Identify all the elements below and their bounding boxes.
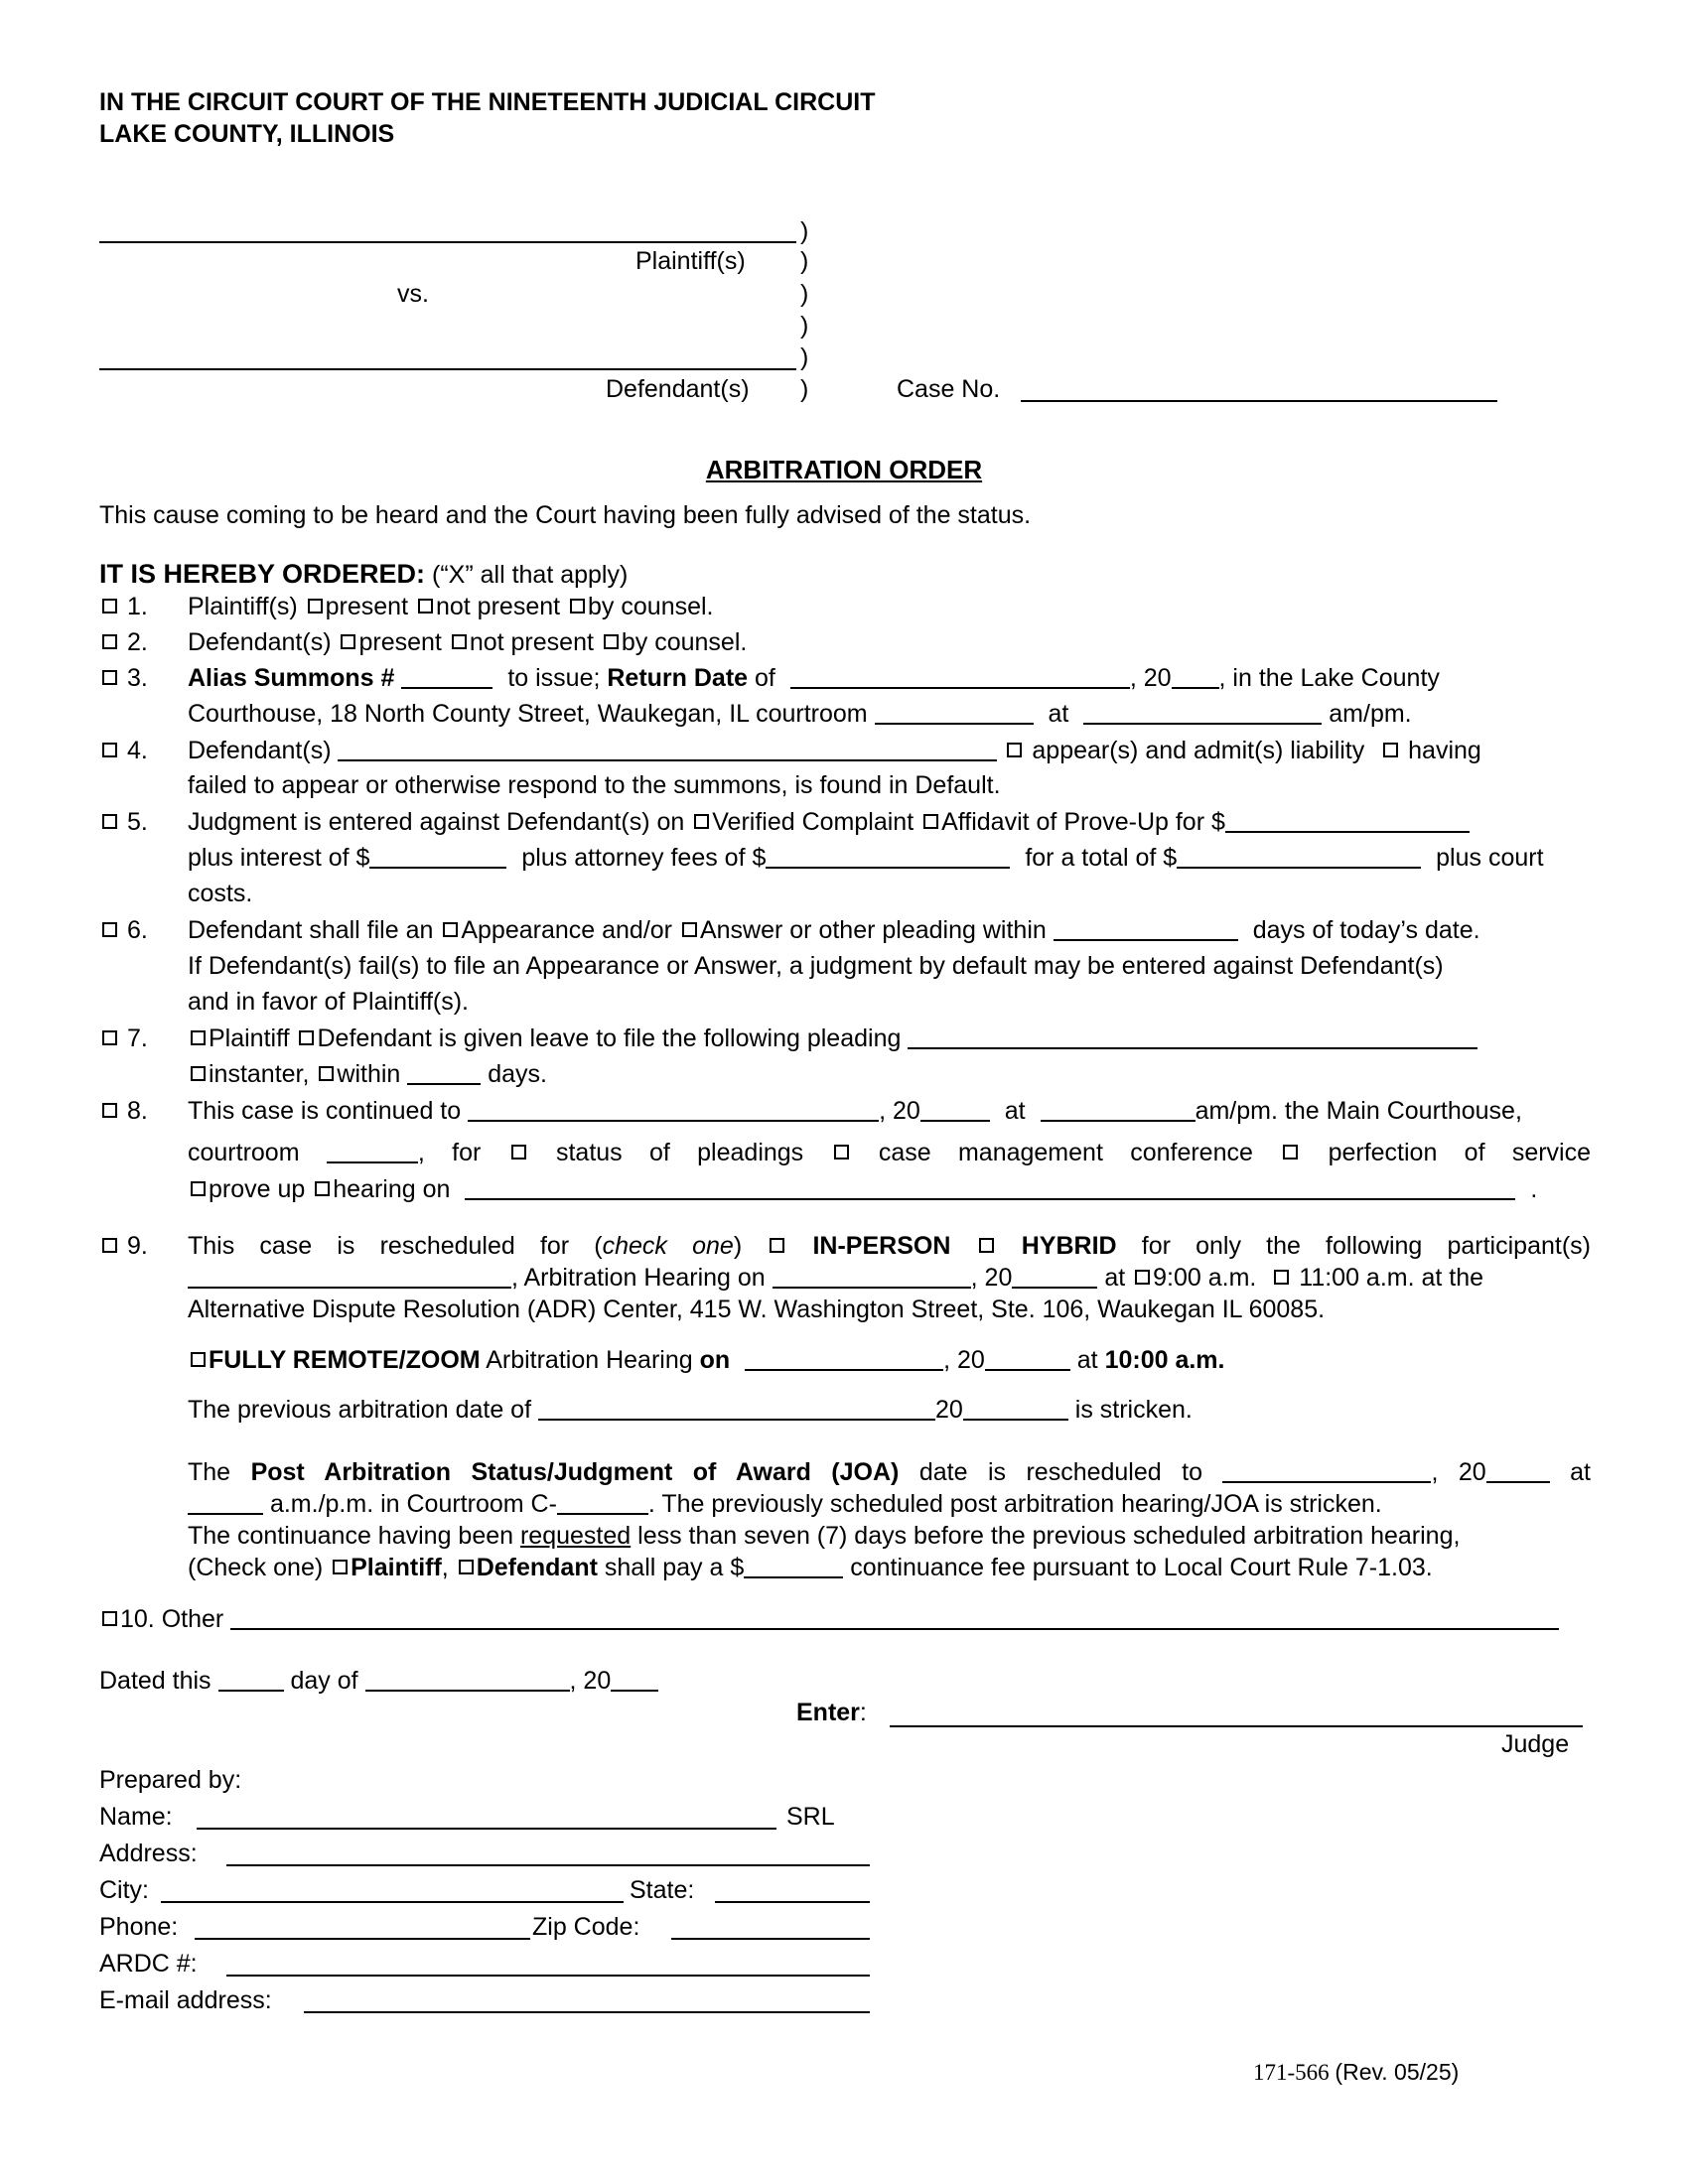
participants-field[interactable] xyxy=(188,1265,511,1289)
defendant-present-checkbox[interactable] xyxy=(341,634,355,649)
verified-complaint-checkbox[interactable] xyxy=(694,814,709,829)
return-year-field[interactable] xyxy=(1172,665,1219,689)
item-7-checkbox[interactable] xyxy=(102,1030,117,1045)
form-number: 171-566 (Rev. 05/25) xyxy=(1253,2059,1460,2085)
alias-summons-number-field[interactable] xyxy=(401,665,492,689)
email-label: E-mail address: xyxy=(99,1986,272,2014)
joa-year-field[interactable] xyxy=(1486,1459,1550,1483)
previous-arbitration-year-field[interactable] xyxy=(963,1397,1068,1421)
county-heading: LAKE COUNTY, ILLINOIS xyxy=(99,120,395,148)
instanter-checkbox[interactable] xyxy=(191,1066,206,1081)
item-4-number: 4. xyxy=(99,736,148,765)
ordered-heading: IT IS HEREBY ORDERED: (“X” all that apply) xyxy=(99,559,629,589)
prove-up-checkbox[interactable] xyxy=(191,1181,206,1196)
dated-month-field[interactable] xyxy=(365,1668,570,1692)
city-field[interactable] xyxy=(161,1901,624,1903)
appear-admit-checkbox[interactable] xyxy=(1007,743,1022,757)
item-6-checkbox[interactable] xyxy=(102,922,117,937)
item-3-time-field[interactable] xyxy=(1083,701,1322,725)
item-7-number: 7. xyxy=(99,1024,148,1053)
zip-label: Zip Code: xyxy=(532,1913,640,1941)
item-2-text: Defendant(s) present not present by counsel. xyxy=(188,628,748,656)
item-4-defendant-field[interactable] xyxy=(338,738,997,761)
plaintiff-label: Plaintiff(s) xyxy=(635,247,746,275)
item-3-line-2: Courthouse, 18 North County Street, Waukegan, IL courtroom at am/pm. xyxy=(188,700,1412,728)
paren: ) xyxy=(800,247,809,275)
phone-field[interactable] xyxy=(195,1938,530,1940)
post-arbitration-line-2: a.m./p.m. in Courtroom C- . The previously scheduled post arbitration hearing/JOA is stricken. xyxy=(188,1489,1382,1519)
interest-amount-field[interactable] xyxy=(369,845,506,869)
document-title: ARBITRATION ORDER xyxy=(705,455,983,484)
case-no-label: Case No. xyxy=(897,375,1001,403)
plaintiff-not-present-checkbox[interactable] xyxy=(418,599,433,614)
remote-date-field[interactable] xyxy=(745,1347,943,1371)
arbitration-date-field[interactable] xyxy=(773,1265,971,1289)
item-5-number: 5. xyxy=(99,807,148,837)
item-5-line-1: Judgment is entered against Defendant(s) on Verified Complaint Affidavit of Prove-Up for $ xyxy=(188,807,1470,837)
item-1-checkbox[interactable] xyxy=(102,599,117,614)
item-8-number: 8. xyxy=(99,1096,148,1126)
post-arbitration-line-3: The continuance having been requested less than seven (7) days before the previous scheduled arbitration hearing, xyxy=(188,1522,1461,1550)
hearing-on-checkbox[interactable] xyxy=(315,1181,330,1196)
post-arbitration-line-4: (Check one) Plaintiff, Defendant shall pay a $ continuance fee pursuant to Local Court Rule 7-1.03. xyxy=(188,1554,1433,1581)
pleading-name-field[interactable] xyxy=(908,1025,1477,1049)
ardc-label: ARDC #: xyxy=(99,1950,198,1978)
prove-up-amount-field[interactable] xyxy=(1225,809,1470,833)
ardc-field[interactable] xyxy=(226,1975,870,1977)
hearing-on-field[interactable] xyxy=(465,1176,1515,1200)
item-9-line-1: This case is rescheduled for (check one) IN-PERSON HYBRID for only the following participant(s) xyxy=(188,1232,1591,1260)
state-field[interactable] xyxy=(715,1901,870,1903)
item-2-number: 2. xyxy=(99,627,148,657)
enter-label: Enter: xyxy=(796,1699,867,1726)
plaintiff-by-counsel-checkbox[interactable] xyxy=(570,599,585,614)
item-10-line: 10. Other xyxy=(99,1604,1559,1634)
judge-signature-line[interactable] xyxy=(890,1725,1583,1727)
previous-arbitration-date-field[interactable] xyxy=(538,1397,935,1421)
continued-year-field[interactable] xyxy=(920,1098,990,1122)
eleven-am-checkbox[interactable] xyxy=(1274,1270,1289,1285)
item-6-line-1: Defendant shall file an Appearance and/or Answer or other pleading within days of today’s date. xyxy=(188,916,1480,944)
item-6-number: 6. xyxy=(99,915,148,945)
remote-year-field[interactable] xyxy=(985,1347,1070,1371)
city-label: City: xyxy=(99,1876,149,1904)
remote-line: FULLY REMOTE/ZOOM Arbitration Hearing on , 20 at 10:00 a.m. xyxy=(188,1345,1224,1375)
item-4-line-1: Defendant(s) appear(s) and admit(s) liability having xyxy=(188,737,1481,764)
paren: ) xyxy=(800,280,809,308)
vs-label: vs. xyxy=(397,280,429,308)
fully-remote-checkbox[interactable] xyxy=(191,1352,206,1367)
item-6-line-2: If Defendant(s) fail(s) to file an Appearance or Answer, a judgment by default may be entered against Defendant(s) xyxy=(188,952,1444,980)
paren: ) xyxy=(800,375,809,403)
case-management-checkbox[interactable] xyxy=(834,1145,849,1160)
in-person-checkbox[interactable] xyxy=(770,1238,784,1253)
item-5-line-2: plus interest of $ plus attorney fees of $ for a total of $ plus court xyxy=(188,844,1544,872)
status-pleadings-checkbox[interactable] xyxy=(511,1145,526,1160)
item-8-line-1: This case is continued to , 20 at am/pm. the Main Courthouse, xyxy=(188,1097,1522,1125)
joa-time-field[interactable] xyxy=(188,1491,263,1515)
address-label: Address: xyxy=(99,1840,198,1867)
item-8-line-3: prove up hearing on . xyxy=(188,1174,1537,1204)
zip-field[interactable] xyxy=(671,1938,870,1940)
prepared-by-label: Prepared by: xyxy=(99,1766,242,1794)
plaintiff-name-line[interactable] xyxy=(99,241,796,243)
item-3-courtroom-field[interactable] xyxy=(875,701,1034,725)
address-field[interactable] xyxy=(226,1864,870,1866)
judge-label: Judge xyxy=(1501,1730,1570,1758)
arbitration-year-field[interactable] xyxy=(1012,1265,1097,1289)
intro-text: This cause coming to be heard and the Court having been fully advised of the status. xyxy=(99,501,1032,529)
paren: ) xyxy=(800,217,809,245)
item-4-checkbox[interactable] xyxy=(102,743,117,757)
other-field[interactable] xyxy=(230,1606,1559,1630)
total-amount-field[interactable] xyxy=(1177,845,1421,869)
answer-checkbox[interactable] xyxy=(682,922,697,937)
item-1-text: Plaintiff(s) present not present by counsel. xyxy=(188,593,714,620)
item-9-line-2: , Arbitration Hearing on , 20 at 9:00 a.m. 11:00 a.m. at the xyxy=(188,1263,1483,1293)
leave-defendant-checkbox[interactable] xyxy=(299,1030,314,1045)
dated-day-field[interactable] xyxy=(218,1668,284,1692)
previous-date-line: The previous arbitration date of 20 is stricken. xyxy=(188,1396,1193,1424)
prove-up-affidavit-checkbox[interactable] xyxy=(923,814,938,829)
name-field[interactable] xyxy=(197,1828,776,1830)
item-8-courtroom-field[interactable] xyxy=(327,1140,418,1163)
item-7-line-2: instanter, within days. xyxy=(188,1059,547,1089)
email-field[interactable] xyxy=(304,2011,870,2013)
appearance-checkbox[interactable] xyxy=(443,922,458,937)
case-no-field[interactable] xyxy=(1021,400,1497,402)
srl-label: SRL xyxy=(786,1803,835,1831)
phone-label: Phone: xyxy=(99,1913,179,1941)
having-failed-checkbox[interactable] xyxy=(1383,743,1398,757)
item-9-number: 9. xyxy=(99,1231,148,1261)
court-heading: IN THE CIRCUIT COURT OF THE NINETEENTH JUDICIAL CIRCUIT xyxy=(99,88,876,116)
item-3-line-1: Alias Summons # to issue; Return Date of , 20 , in the Lake County xyxy=(188,664,1440,692)
plaintiff-present-checkbox[interactable] xyxy=(308,599,323,614)
continuance-fee-field[interactable] xyxy=(744,1555,843,1578)
return-date-field[interactable] xyxy=(790,665,1130,689)
item-5-checkbox[interactable] xyxy=(102,814,117,829)
item-10-checkbox[interactable] xyxy=(102,1611,117,1626)
days-to-file-field[interactable] xyxy=(1054,917,1238,941)
item-8-checkbox[interactable] xyxy=(102,1103,117,1118)
hybrid-checkbox[interactable] xyxy=(979,1238,994,1253)
item-8-line-2: courtroom , for status of pleadings case management conference perfection of service xyxy=(188,1139,1592,1166)
joa-date-field[interactable] xyxy=(1222,1459,1431,1483)
attorney-fees-field[interactable] xyxy=(766,845,1010,869)
item-3-number: 3. xyxy=(99,663,148,693)
nine-am-checkbox[interactable] xyxy=(1135,1270,1150,1285)
post-arbitration-line-1: The Post Arbitration Status/Judgment of Award (JOA) date is rescheduled to , 20 at xyxy=(188,1458,1591,1486)
defendant-label: Defendant(s) xyxy=(606,375,750,403)
item-7-line-1: Plaintiff Defendant is given leave to file the following pleading xyxy=(188,1024,1477,1053)
item-4-line-2: failed to appear or otherwise respond to the summons, is found in Default. xyxy=(188,771,1001,799)
joa-courtroom-field[interactable] xyxy=(557,1491,648,1515)
item-5-line-3: costs. xyxy=(188,880,253,907)
item-1-number: 1. xyxy=(99,592,148,621)
paren: ) xyxy=(800,312,809,340)
name-label: Name: xyxy=(99,1803,173,1831)
leave-days-field[interactable] xyxy=(407,1061,481,1085)
leave-plaintiff-checkbox[interactable] xyxy=(191,1030,206,1045)
continued-time-field[interactable] xyxy=(1041,1098,1196,1122)
fee-plaintiff-checkbox[interactable] xyxy=(333,1560,348,1574)
paren: ) xyxy=(800,343,809,371)
item-6-line-3: and in favor of Plaintiff(s). xyxy=(188,988,470,1016)
item-9-line-3: Alternative Dispute Resolution (ADR) Center, 415 W. Washington Street, Ste. 106, Waukegan IL 60085. xyxy=(188,1296,1326,1323)
item-9-checkbox[interactable] xyxy=(102,1238,117,1253)
item-3-checkbox[interactable] xyxy=(102,670,117,685)
state-label: State: xyxy=(630,1876,695,1904)
dated-year-field[interactable] xyxy=(611,1668,658,1692)
continued-date-field[interactable] xyxy=(468,1098,879,1122)
item-2-checkbox[interactable] xyxy=(102,634,117,649)
fee-defendant-checkbox[interactable] xyxy=(459,1560,474,1574)
perfection-service-checkbox[interactable] xyxy=(1283,1145,1298,1160)
defendant-by-counsel-checkbox[interactable] xyxy=(604,634,619,649)
dated-line: Dated this day of , 20 xyxy=(99,1666,658,1696)
defendant-not-present-checkbox[interactable] xyxy=(452,634,467,649)
defendant-name-line[interactable] xyxy=(99,368,796,370)
within-checkbox[interactable] xyxy=(319,1066,334,1081)
